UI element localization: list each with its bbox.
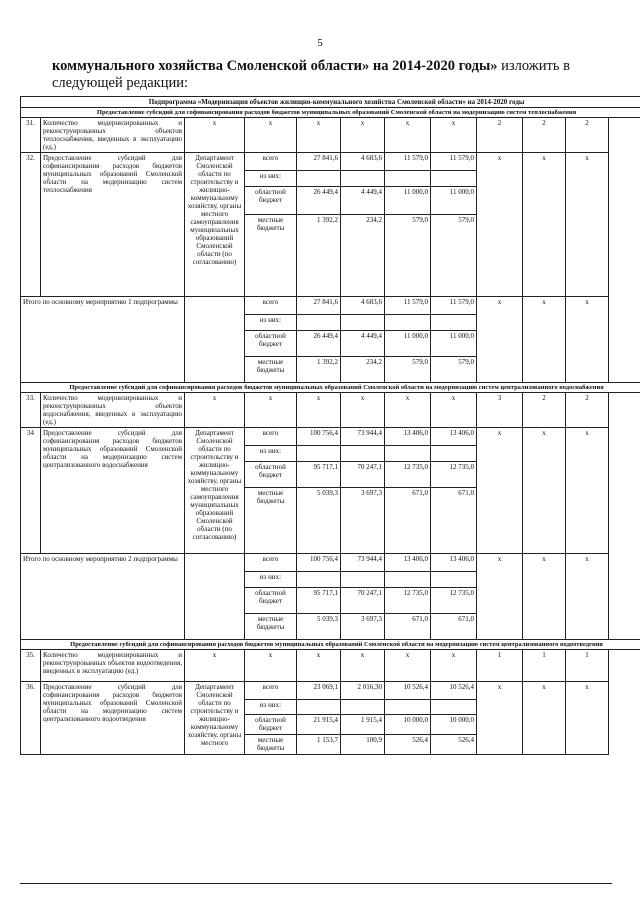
- amount-cell: [297, 171, 341, 187]
- amount-cell: 12 735,0: [385, 462, 431, 488]
- amount-cell: 526,4: [431, 735, 477, 755]
- x-mark: х: [297, 118, 341, 153]
- activity-row: [21, 428, 640, 446]
- x-mark: х: [477, 554, 523, 640]
- empty-cell: [185, 554, 245, 640]
- amount-cell: 27 841,6: [297, 153, 341, 171]
- amount-cell: 23 069,1: [297, 682, 341, 700]
- x-mark: х: [431, 393, 477, 428]
- funding-label: местные бюджеты: [245, 357, 297, 383]
- funding-label: из них:: [245, 700, 297, 715]
- indicator-value: 2: [566, 118, 609, 153]
- amount-cell: [385, 572, 431, 588]
- funding-label: местные бюджеты: [245, 614, 297, 640]
- amount-cell: 1 392,2: [297, 215, 341, 297]
- amount-cell: 11 579,0: [385, 153, 431, 171]
- x-mark: х: [523, 682, 566, 755]
- amount-cell: 579,0: [385, 215, 431, 297]
- section-title: Предоставление субсидий для софинансирования расходов бюджетов муниципальных образований Смоленской области на модернизацию систем теплоснабжения: [21, 108, 640, 118]
- activity-text: Предоставление субсидий для софинансирования расходов бюджетов муниципальных образований Смоленской области на модернизацию систем централизованного водоснабжения: [41, 428, 185, 554]
- amount-cell: 11 000,0: [385, 187, 431, 215]
- activity-row: [21, 153, 640, 171]
- amount-cell: 27 841,6: [297, 297, 341, 315]
- amount-cell: 73 944,4: [341, 428, 385, 446]
- x-mark: х: [245, 650, 297, 682]
- x-mark: х: [341, 118, 385, 153]
- funding-label: из них:: [245, 171, 297, 187]
- amount-cell: 671,0: [385, 614, 431, 640]
- amount-cell: 579,0: [431, 215, 477, 297]
- x-mark: х: [297, 650, 341, 682]
- amount-cell: [297, 572, 341, 588]
- intro-paragraph: [52, 58, 612, 92]
- amount-cell: 70 247,1: [341, 588, 385, 614]
- amount-cell: [431, 700, 477, 715]
- x-mark: х: [477, 297, 523, 383]
- x-mark: х: [523, 554, 566, 640]
- x-mark: х: [385, 393, 431, 428]
- activity-text: Предоставление субсидий для софинансирования расходов бюджетов муниципальных образований Смоленской области на модернизацию систем централизованного водоотведения: [41, 682, 185, 755]
- x-mark: х: [245, 118, 297, 153]
- amount-cell: 13 406,0: [385, 428, 431, 446]
- amount-cell: 70 247,1: [341, 462, 385, 488]
- amount-cell: 11 579,0: [431, 153, 477, 171]
- amount-cell: 671,0: [431, 614, 477, 640]
- amount-cell: 5 039,3: [297, 614, 341, 640]
- amount-cell: 100 756,4: [297, 554, 341, 572]
- x-mark: х: [523, 428, 566, 554]
- amount-cell: 234,2: [341, 215, 385, 297]
- empty-cell: [185, 297, 245, 383]
- indicator-text: Количество модернизированных и реконструированных объектов водоснабжения, введенных в эксплуатацию (ед.): [41, 393, 185, 428]
- amount-cell: 4 449,4: [341, 331, 385, 357]
- row-number: 32.: [21, 153, 41, 297]
- x-mark: х: [385, 118, 431, 153]
- funding-label: из них:: [245, 572, 297, 588]
- total-row: [21, 554, 640, 572]
- funding-label: из них:: [245, 315, 297, 331]
- funding-label: областной бюджет: [245, 715, 297, 735]
- amount-cell: [385, 700, 431, 715]
- amount-cell: [297, 446, 341, 462]
- row-number: 33.: [21, 393, 41, 428]
- total-text: Итого по основному мероприятию 2 подпрограммы: [21, 554, 185, 640]
- x-mark: х: [477, 153, 523, 297]
- indicator-value: 1: [523, 650, 566, 682]
- intro-rest-text: изложить в следующей редакции:: [52, 58, 570, 91]
- amount-cell: 2 016,30: [341, 682, 385, 700]
- row-number: 31.: [21, 118, 41, 153]
- amount-cell: 95 717,1: [297, 462, 341, 488]
- funding-label: из них:: [245, 446, 297, 462]
- amount-cell: 1 392,2: [297, 357, 341, 383]
- amount-cell: 4 449,4: [341, 187, 385, 215]
- x-mark: х: [431, 118, 477, 153]
- amount-cell: 10 000,0: [431, 715, 477, 735]
- amount-cell: 73 944,4: [341, 554, 385, 572]
- x-mark: х: [297, 393, 341, 428]
- indicator-value: 2: [523, 393, 566, 428]
- funding-label: областной бюджет: [245, 462, 297, 488]
- executor-text: Департамент Смоленской области по строительству и жилищно-коммунальному хозяйству, органы местного: [185, 682, 245, 755]
- amount-cell: 11 000,0: [431, 187, 477, 215]
- amount-cell: 11 579,0: [385, 297, 431, 315]
- page-bottom-line: [20, 883, 612, 884]
- page-number: 5: [317, 37, 323, 49]
- x-mark: х: [385, 650, 431, 682]
- x-mark: х: [566, 682, 609, 755]
- amount-cell: [385, 315, 431, 331]
- amount-cell: 3 697,3: [341, 614, 385, 640]
- indicator-row: [21, 650, 640, 682]
- funding-label: всего: [245, 554, 297, 572]
- amount-cell: [297, 700, 341, 715]
- executor-text: Департамент Смоленской области по строительству и жилищно-коммунальному хозяйству, органы местного самоуправления муниципальных образований Смоленской области (по согласованию): [185, 153, 245, 297]
- amount-cell: [431, 171, 477, 187]
- section-title: Предоставление субсидий для софинансирования расходов бюджетов муниципальных образований Смоленской области на модернизацию систем централизованного водоснабжения: [21, 383, 640, 393]
- x-mark: х: [185, 393, 245, 428]
- subprogram-title: Подпрограмма «Модернизация объектов жилищно-коммунального хозяйства Смоленской области» на 2014-2020 годы: [21, 97, 640, 108]
- row-number: 34: [21, 428, 41, 554]
- indicator-value: 2: [566, 393, 609, 428]
- section-title-row: [21, 108, 640, 118]
- indicator-value: 1: [566, 650, 609, 682]
- funding-label: местные бюджеты: [245, 215, 297, 297]
- amount-cell: 13 406,0: [431, 554, 477, 572]
- amount-cell: 4 683,6: [341, 153, 385, 171]
- amount-cell: 3 697,3: [341, 488, 385, 554]
- amount-cell: [385, 171, 431, 187]
- amount-cell: 4 683,6: [341, 297, 385, 315]
- amount-cell: 526,4: [385, 735, 431, 755]
- amount-cell: [341, 315, 385, 331]
- amount-cell: [431, 446, 477, 462]
- funding-label: всего: [245, 153, 297, 171]
- amount-cell: [341, 446, 385, 462]
- x-mark: х: [523, 153, 566, 297]
- amount-cell: [341, 700, 385, 715]
- amount-cell: [297, 315, 341, 331]
- indicator-value: 1: [477, 650, 523, 682]
- intro-bold-text: коммунального хозяйства Смоленской области» на 2014-2020 годы»: [52, 58, 498, 74]
- section-title-row: [21, 383, 640, 393]
- x-mark: х: [341, 393, 385, 428]
- funding-label: областной бюджет: [245, 588, 297, 614]
- amount-cell: 12 735,0: [431, 588, 477, 614]
- program-table: [20, 96, 640, 755]
- amount-cell: 95 717,1: [297, 588, 341, 614]
- activity-text: Предоставление субсидий для софинансирования расходов бюджетов муниципальных образований Смоленской области на модернизацию систем теплоснабжения: [41, 153, 185, 297]
- indicator-row: [21, 118, 640, 153]
- x-mark: х: [566, 428, 609, 554]
- amount-cell: 10 000,0: [385, 715, 431, 735]
- amount-cell: 13 406,0: [431, 428, 477, 446]
- x-mark: х: [185, 118, 245, 153]
- funding-label: местные бюджеты: [245, 735, 297, 755]
- amount-cell: [431, 572, 477, 588]
- funding-label: всего: [245, 428, 297, 446]
- amount-cell: 234,2: [341, 357, 385, 383]
- amount-cell: 12 735,0: [385, 588, 431, 614]
- subprogram-row: [21, 97, 640, 108]
- amount-cell: 11 579,0: [431, 297, 477, 315]
- funding-label: местные бюджеты: [245, 488, 297, 554]
- amount-cell: 1 153,7: [297, 735, 341, 755]
- amount-cell: 100,9: [341, 735, 385, 755]
- amount-cell: 26 449,4: [297, 187, 341, 215]
- amount-cell: [431, 315, 477, 331]
- x-mark: х: [566, 153, 609, 297]
- x-mark: х: [185, 650, 245, 682]
- amount-cell: 100 756,4: [297, 428, 341, 446]
- amount-cell: 13 406,0: [385, 554, 431, 572]
- section-title-row: [21, 640, 640, 650]
- funding-label: областной бюджет: [245, 187, 297, 215]
- amount-cell: 21 915,4: [297, 715, 341, 735]
- indicator-row: [21, 393, 640, 428]
- amount-cell: 579,0: [385, 357, 431, 383]
- funding-label: областной бюджет: [245, 331, 297, 357]
- amount-cell: 671,0: [385, 488, 431, 554]
- section-title: Предоставление субсидий для софинансирования расходов бюджетов муниципальных образований Смоленской области на модернизацию систем централизованного водоотведения: [21, 640, 640, 650]
- executor-text: Департамент Смоленской области по строительству и жилищно-коммунальному хозяйству, органы местного самоуправления муниципальных образований Смоленской области (по согласованию): [185, 428, 245, 554]
- total-row: [21, 297, 640, 315]
- amount-cell: 11 000,0: [431, 331, 477, 357]
- indicator-text: Количество модернизированных и реконструированных объектов водоотведения, введенных в эксплуатацию (ед.): [41, 650, 185, 682]
- x-mark: х: [523, 297, 566, 383]
- row-number: 36.: [21, 682, 41, 755]
- funding-label: всего: [245, 682, 297, 700]
- amount-cell: 10 526,4: [385, 682, 431, 700]
- row-number: 35.: [21, 650, 41, 682]
- amount-cell: 26 449,4: [297, 331, 341, 357]
- amount-cell: 579,0: [431, 357, 477, 383]
- amount-cell: 5 039,3: [297, 488, 341, 554]
- x-mark: х: [566, 554, 609, 640]
- funding-label: всего: [245, 297, 297, 315]
- amount-cell: 11 000,0: [385, 331, 431, 357]
- x-mark: х: [245, 393, 297, 428]
- x-mark: х: [431, 650, 477, 682]
- activity-row: [21, 682, 640, 700]
- total-text: Итого по основному мероприятию 1 подпрограммы: [21, 297, 185, 383]
- indicator-value: 3: [477, 393, 523, 428]
- amount-cell: [385, 446, 431, 462]
- amount-cell: 1 915,4: [341, 715, 385, 735]
- amount-cell: 10 526,4: [431, 682, 477, 700]
- amount-cell: 12 735,0: [431, 462, 477, 488]
- indicator-value: 2: [523, 118, 566, 153]
- x-mark: х: [341, 650, 385, 682]
- amount-cell: [341, 171, 385, 187]
- indicator-value: 2: [477, 118, 523, 153]
- x-mark: х: [477, 428, 523, 554]
- amount-cell: [341, 572, 385, 588]
- x-mark: х: [566, 297, 609, 383]
- indicator-text: Количество модернизированных и реконструированных объектов теплоснабжения, введенных в эксплуатацию (ед.): [41, 118, 185, 153]
- amount-cell: 671,0: [431, 488, 477, 554]
- x-mark: х: [477, 682, 523, 755]
